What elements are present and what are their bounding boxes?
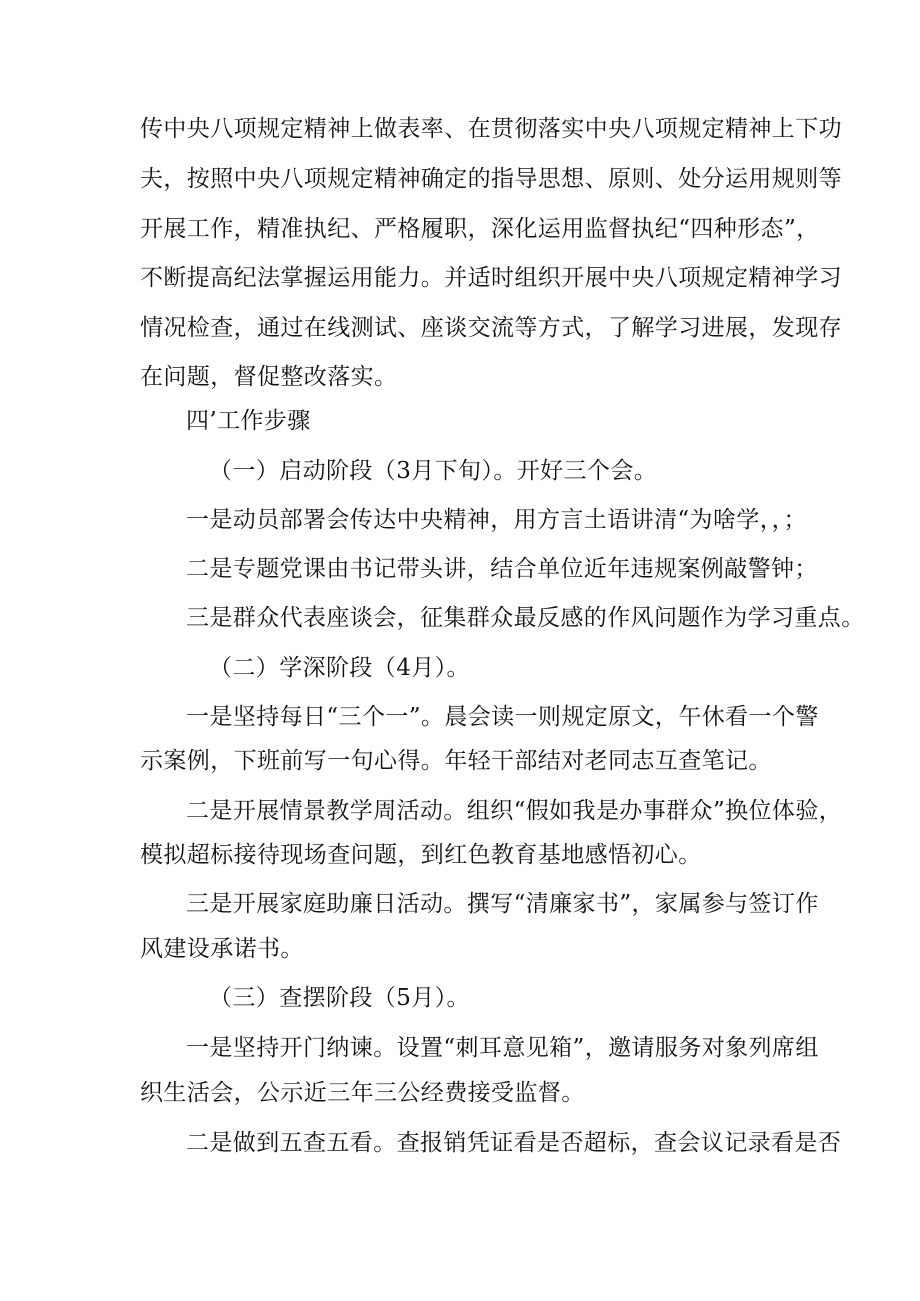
body-line: 二是开展情景教学周活动。组织“假如我是办事群众”换位体验， bbox=[186, 798, 843, 824]
body-line: 开展工作，精准执纪、严格履职，深化运用监督执纪“四种形态”， bbox=[140, 216, 820, 242]
body-line: 模拟超标接待现场查问题，到红色教育基地感悟初心。 bbox=[140, 842, 702, 868]
body-line: 一是坚持每日“三个一”。晨会读一则规定原文，午休看一个警 bbox=[186, 704, 819, 730]
subsection-heading: （二）学深阶段（4月）。 bbox=[209, 655, 470, 681]
section-heading: 四’工作步骤 bbox=[186, 408, 311, 434]
body-line: 二是专题党课由书记带头讲，结合单位近年违规案例敲警钟； bbox=[186, 556, 818, 582]
body-line: 示案例，下班前写一句心得。年轻干部结对老同志互查笔记。 bbox=[140, 748, 772, 774]
body-line: 在问题，督促整改落实。 bbox=[140, 364, 398, 390]
body-line: 三是开展家庭助廉日活动。撰写“清廉家书”，家属参与签订作 bbox=[186, 891, 819, 917]
body-line: 一是动员部署会传达中央精神，用方言土语讲清“为啥学，，； bbox=[186, 507, 807, 533]
subsection-heading: （一）启动阶段（3月下旬）。开好三个会。 bbox=[209, 458, 658, 484]
body-line: 三是群众代表座谈会，征集群众最反感的作风问题作为学习重点。 bbox=[186, 605, 865, 631]
body-line: 风建设承诺书。 bbox=[140, 936, 304, 962]
body-line: 情况检查，通过在线测试、座谈交流等方式，了解学习进展，发现存 bbox=[140, 315, 842, 341]
body-line: 一是坚持开门纳谏。设置“刺耳意见箱”，邀请服务对象列席组 bbox=[186, 1035, 819, 1061]
body-line: 二是做到五查五看。查报销凭证看是否超标，查会议记录看是否 bbox=[186, 1130, 842, 1156]
subsection-heading: （三）查摆阶段（5月）。 bbox=[209, 985, 470, 1011]
body-line: 织生活会，公示近三年三公经费接受监督。 bbox=[140, 1080, 585, 1106]
body-line: 传中央八项规定精神上做表率、在贯彻落实中央八项规定精神上下功 bbox=[140, 116, 842, 142]
body-line: 夫，按照中央八项规定精神确定的指导思想、原则、处分运用规则等 bbox=[140, 166, 842, 192]
body-line: 不断提高纪法掌握运用能力。并适时组织开展中央八项规定精神学习 bbox=[140, 265, 842, 291]
